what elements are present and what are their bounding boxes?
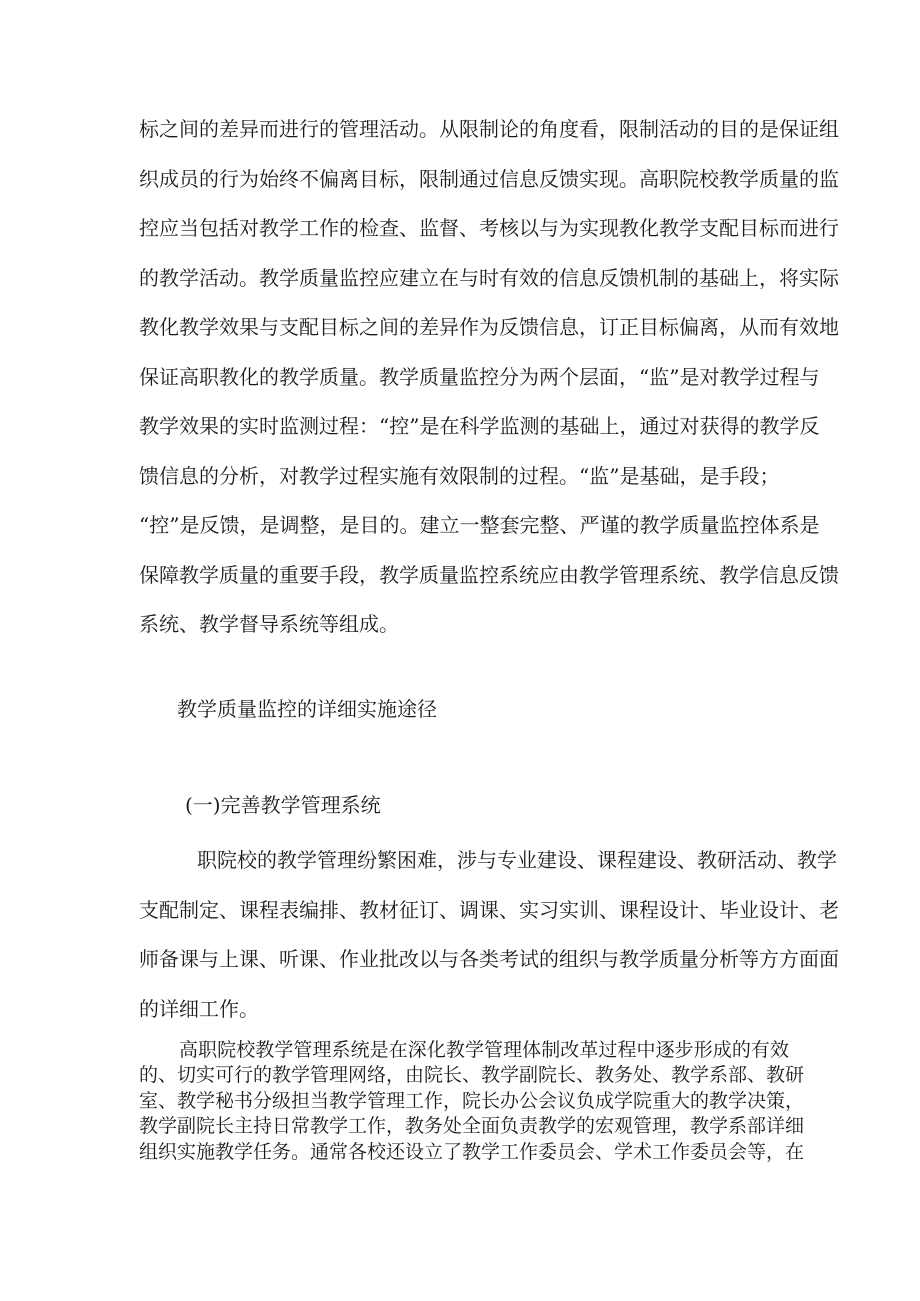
- paragraph-line: “控”是反馈，是调整，是目的。建立一整套完整、严谨的教学质量监控体系是: [139, 513, 820, 537]
- paragraph-line: 馈信息的分析，对教学过程实施有效限制的过程。“监”是基础，是手段；: [139, 463, 780, 488]
- paragraph-line: 教学效果的实时监测过程：“控”是在科学监测的基础上，通过对获得的教学反: [139, 414, 820, 438]
- paragraph-line: 织成员的行为始终不偏离目标，限制通过信息反馈实现。高职院校教学质量的监: [139, 166, 839, 191]
- paragraph-line: 高职院校教学管理系统是在深化教学管理体制改革过程中逐步形成的有效: [179, 1039, 789, 1061]
- paragraph-line: 支配制定、课程表编排、教材征订、调课、实习实训、课程设计、毕业设计、老: [139, 897, 839, 922]
- paragraph-line: 教学副院长主持日常教学工作，教务处全面负责教学的宏观管理，教学系部详细: [139, 1115, 805, 1138]
- paragraph-line: 教化教学效果与支配目标之间的差异作为反馈信息，订正目标偏离，从而有效地: [139, 315, 839, 339]
- paragraph-line: 的详细工作。: [139, 996, 259, 1021]
- paragraph-line: 标之间的差异而进行的管理活动。从限制论的角度看，限制活动的目的是保证组: [139, 117, 839, 141]
- paragraph-line: 组织实施教学任务。通常各校还设立了教学工作委员会、学术工作委员会等，在: [139, 1140, 805, 1163]
- final-paragraph: [139, 1038, 805, 1165]
- paragraph-line: 师备课与上课、听课、作业批改以与各类考试的组织与教学质量分析等方方面面: [139, 947, 839, 971]
- paragraph-line: 的、切实可行的教学管理网络，由院长、教学副院长、教务处、教学系部、教研: [139, 1064, 805, 1087]
- paragraph-line: 系统、教学督导系统等组成。: [139, 612, 399, 636]
- section-heading: 教学质量监控的详细实施途径: [177, 697, 437, 721]
- paragraph-line: 控应当包括对教学工作的检查、监督、考核以与为实现教化教学支配目标而进行: [139, 216, 839, 240]
- subsection-heading: (一)完善教学管理系统: [185, 793, 381, 817]
- subsection-paragraph: [139, 836, 839, 1034]
- intro-paragraph: [139, 105, 839, 650]
- paragraph-line: 保证高职教化的教学质量。教学质量监控分为两个层面，“监”是对教学过程与: [139, 364, 820, 389]
- paragraph-line: 的教学活动。教学质量监控应建立在与时有效的信息反馈机制的基础上，将实际: [139, 265, 839, 290]
- paragraph-line: 职院校的教学管理纷繁困难，涉与专业建设、课程建设、教研活动、教学: [197, 848, 837, 872]
- paragraph-line: 室、教学秘书分级担当教学管理工作，院长办公会议负成学院重大的教学决策，: [139, 1089, 805, 1112]
- paragraph-line: 保障教学质量的重要手段，教学质量监控系统应由教学管理系统、教学信息反馈: [139, 562, 839, 587]
